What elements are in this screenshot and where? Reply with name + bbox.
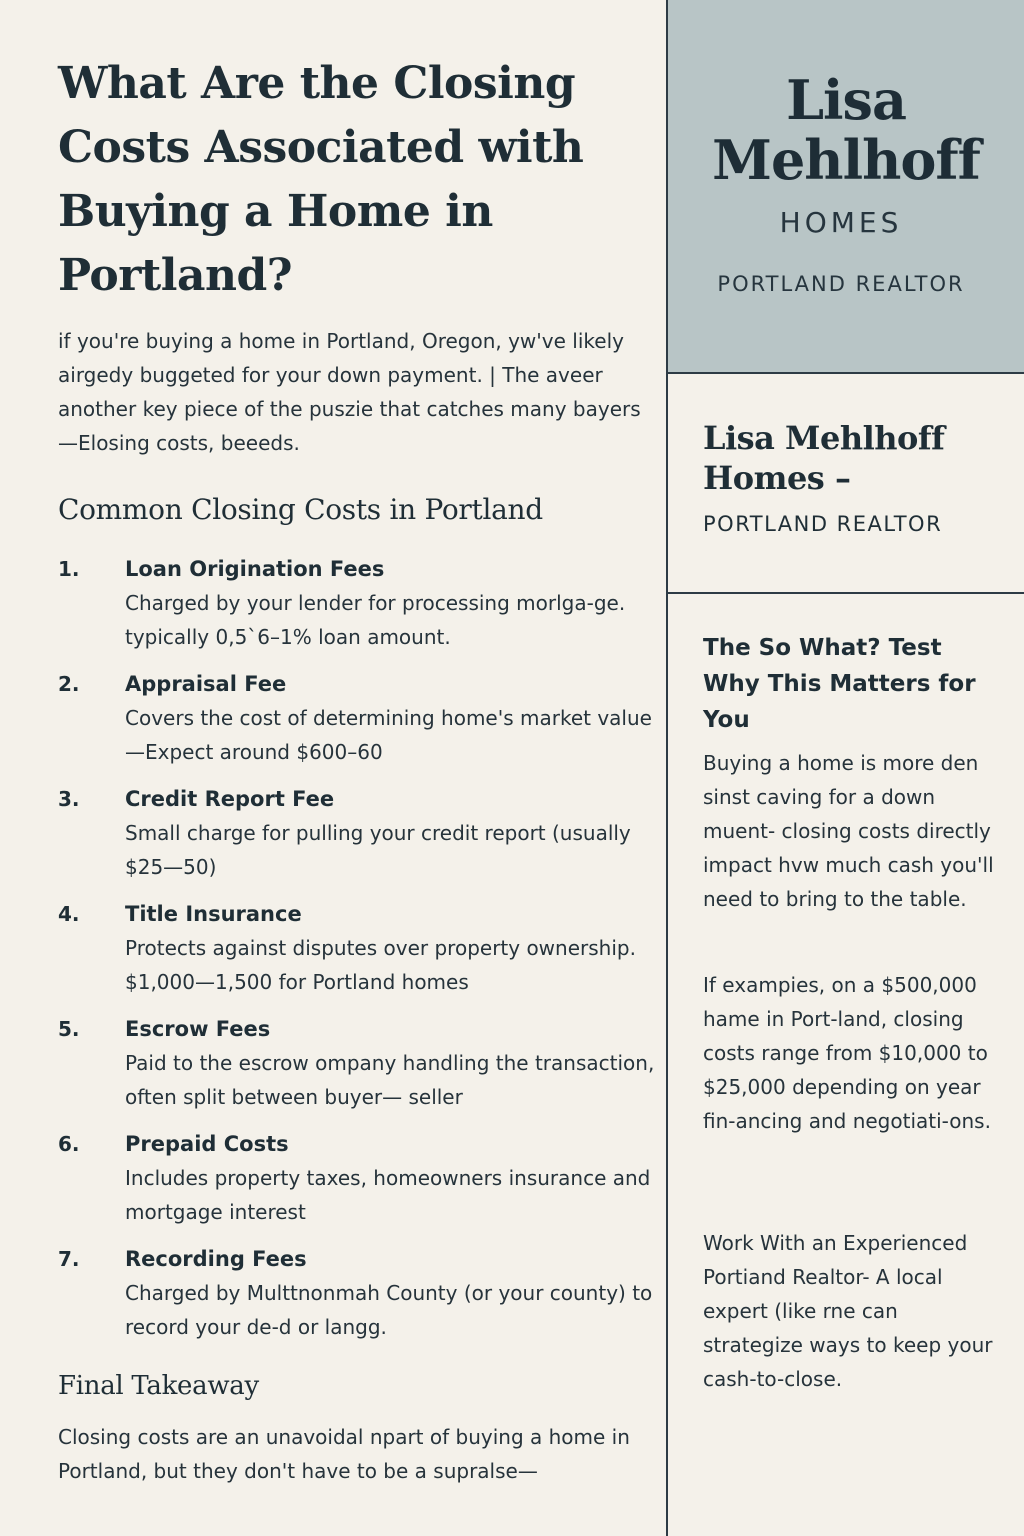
sidebar-paragraph: If exampies, on a $500,000 hame in Port-land, closing costs range from $10,000 to $25,000 depending on year fin-ancing and negotiati-ons. bbox=[703, 973, 991, 1133]
intro-paragraph: if you're buying a home in Portland, Oregon, yw've likely airgedy buggeted for your down payment. | The aveer another key piece of the puszie that catches many bayers—Elosing costs, beeeds. bbox=[58, 329, 641, 455]
list-item bbox=[58, 667, 658, 782]
logo-tagline: PORTLAND REALTOR bbox=[717, 272, 965, 296]
common-costs-heading: Common Closing Costs in Portland bbox=[58, 493, 543, 526]
list-item-title: Prepaid Costs bbox=[125, 1132, 289, 1156]
list-item-description: Paid to the escrow ompany handling the transaction, often split between buyer— seller bbox=[125, 1051, 655, 1109]
list-item-description: Charged by your lender for processing morlga-ge. typically 0,5`6–1% loan amount. bbox=[125, 591, 626, 649]
list-item-description: Covers the cost of determining home's market value—Expect around $600–60 bbox=[125, 706, 652, 764]
logo-name: Lisa Mehlhoff bbox=[712, 68, 980, 192]
closing-costs-list bbox=[58, 552, 658, 1357]
logo-homes: HOMES bbox=[779, 206, 903, 239]
final-takeaway-text: Closing costs are an unavoidal npart of buying a home in Portland, but they don't have to be a supralse— bbox=[58, 1425, 630, 1483]
list-item-title: Loan Origination Fees bbox=[125, 557, 385, 581]
list-item bbox=[58, 782, 658, 897]
list-item-description: Charged by Multtnonmah County (or your county) to record your de-d or langg. bbox=[125, 1281, 653, 1339]
divider bbox=[668, 592, 1024, 594]
sidebar-paragraph: Buying a home is more den sinst caving for a down muent- closing costs directly impact hvw much cash you'll need to bring to the table. bbox=[703, 751, 994, 911]
sidebar bbox=[668, 0, 1024, 1536]
list-item-title: Title Insurance bbox=[125, 902, 302, 926]
list-item-number: 2. bbox=[58, 672, 80, 696]
list-item bbox=[58, 1127, 658, 1242]
list-item-title: Credit Report Fee bbox=[125, 787, 335, 811]
list-item bbox=[58, 1012, 658, 1127]
list-item-description: Includes property taxes, homeowners insurance and mortgage interest bbox=[125, 1166, 651, 1224]
divider bbox=[668, 372, 1024, 374]
list-item bbox=[58, 897, 658, 1012]
final-takeaway-heading: Final Takeaway bbox=[58, 1371, 259, 1401]
list-item-number: 3. bbox=[58, 787, 80, 811]
list-item-number: 1. bbox=[58, 557, 80, 581]
list-item-number: 7. bbox=[58, 1247, 80, 1271]
list-item-title: Escrow Fees bbox=[125, 1017, 271, 1041]
so-what-heading: The So What? Test Why This Matters for You bbox=[703, 635, 976, 733]
list-item-description: Small charge for pulling your credit report (usually $25—50) bbox=[125, 821, 631, 879]
sidebar-paragraph: Work With an Experienced Portiand Realtor- A local expert (like rne can strategize ways to keep your cash-to-close. bbox=[703, 1231, 993, 1391]
list-item-description: Protects against disputes over property ownership. $1,000—1,500 for Portland homes bbox=[125, 936, 636, 994]
list-item-number: 5. bbox=[58, 1017, 80, 1041]
sidebar-brand-heading: Lisa Mehlhoff Homes – bbox=[703, 419, 945, 497]
list-item bbox=[58, 1242, 658, 1357]
list-item-title: Appraisal Fee bbox=[125, 672, 287, 696]
page-title: What Are the Closing Costs Associated with Buying a Home in Portland? bbox=[58, 58, 584, 301]
list-item bbox=[58, 552, 658, 667]
sidebar-brand-tagline: PORTLAND REALTOR bbox=[703, 512, 943, 536]
brand-logo bbox=[668, 0, 1024, 372]
list-item-number: 6. bbox=[58, 1132, 80, 1156]
list-item-title: Recording Fees bbox=[125, 1247, 307, 1271]
list-item-number: 4. bbox=[58, 902, 80, 926]
